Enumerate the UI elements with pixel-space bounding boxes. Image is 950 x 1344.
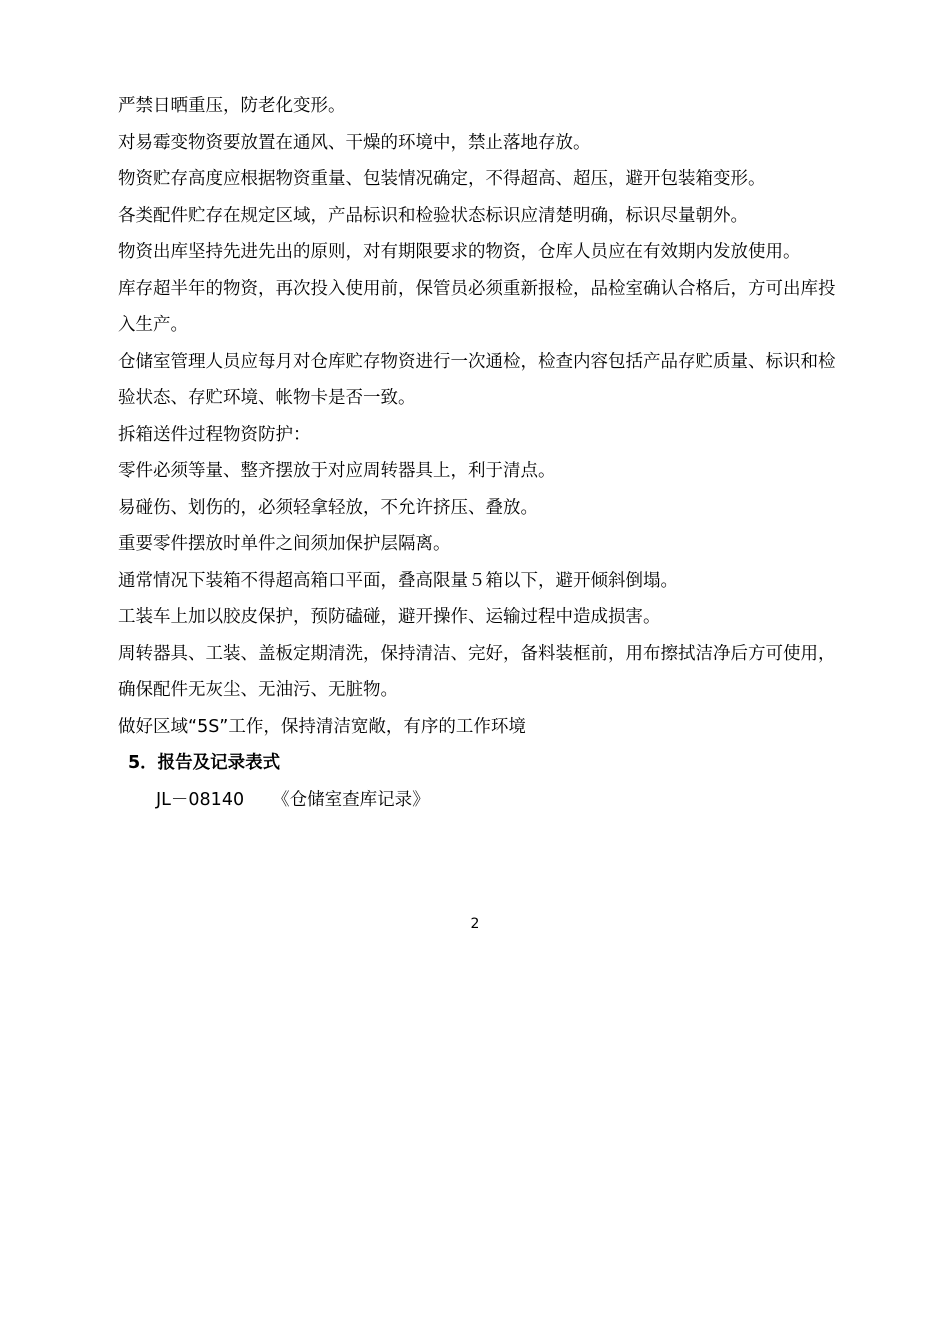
paragraph: 做好区域“5S”工作，保持清洁宽敞，有序的工作环境 [118,716,526,737]
paragraph: 各类配件贮存在规定区域，产品标识和检验状态标识应清楚明确，标识尽量朝外。 [118,205,748,226]
record-code: JL－08140 [156,789,245,810]
section-heading: 5．报告及记录表式 [128,753,281,773]
paragraph: 重要零件摆放时单件之间须加保护层隔离。 [118,534,451,554]
paragraph: 库存超半年的物资，再次投入使用前，保管员必须重新报检，品检室确认合格后，方可出库投入生产。 [118,278,836,335]
paragraph: 仓储室管理人员应每月对仓库贮存物资进行一次通检，检查内容包括产品存贮质量、标识和检验状态、存贮环境、帐物卡是否一致。 [118,351,836,408]
record-title: 《仓储室查库记录》 [272,789,430,810]
paragraph: 工装车上加以胶皮保护，预防磕碰，避开操作、运输过程中造成损害。 [118,607,661,627]
record-form-line [118,782,838,819]
paragraph: 通常情况下装箱不得超高箱口平面，叠高限量５箱以下，避开倾斜倒塌。 [118,570,678,591]
page-number: 2 [470,916,480,932]
paragraph: 零件必须等量、整齐摆放于对应周转器具上，利于清点。 [118,461,556,481]
paragraph: 严禁日晒重压，防老化变形。 [118,96,346,116]
paragraph: 拆箱送件过程物资防护： [118,424,311,445]
document-body [118,88,838,818]
paragraph: 物资贮存高度应根据物资重量、包装情况确定，不得超高、超压，避开包装箱变形。 [118,169,766,189]
paragraph: 物资出库坚持先进先出的原则，对有期限要求的物资，仓库人员应在有效期内发放使用。 [118,242,801,262]
paragraph: 对易霉变物资要放置在通风、干燥的环境中，禁止落地存放。 [118,132,591,153]
paragraph: 易碰伤、划伤的，必须轻拿轻放，不允许挤压、叠放。 [118,497,538,518]
paragraph: 周转器具、工装、盖板定期清洗，保持清洁、完好，备料装框前，用布擦拭洁净后方可使用，确保配件无灰尘、无油污、无脏物。 [118,643,836,700]
